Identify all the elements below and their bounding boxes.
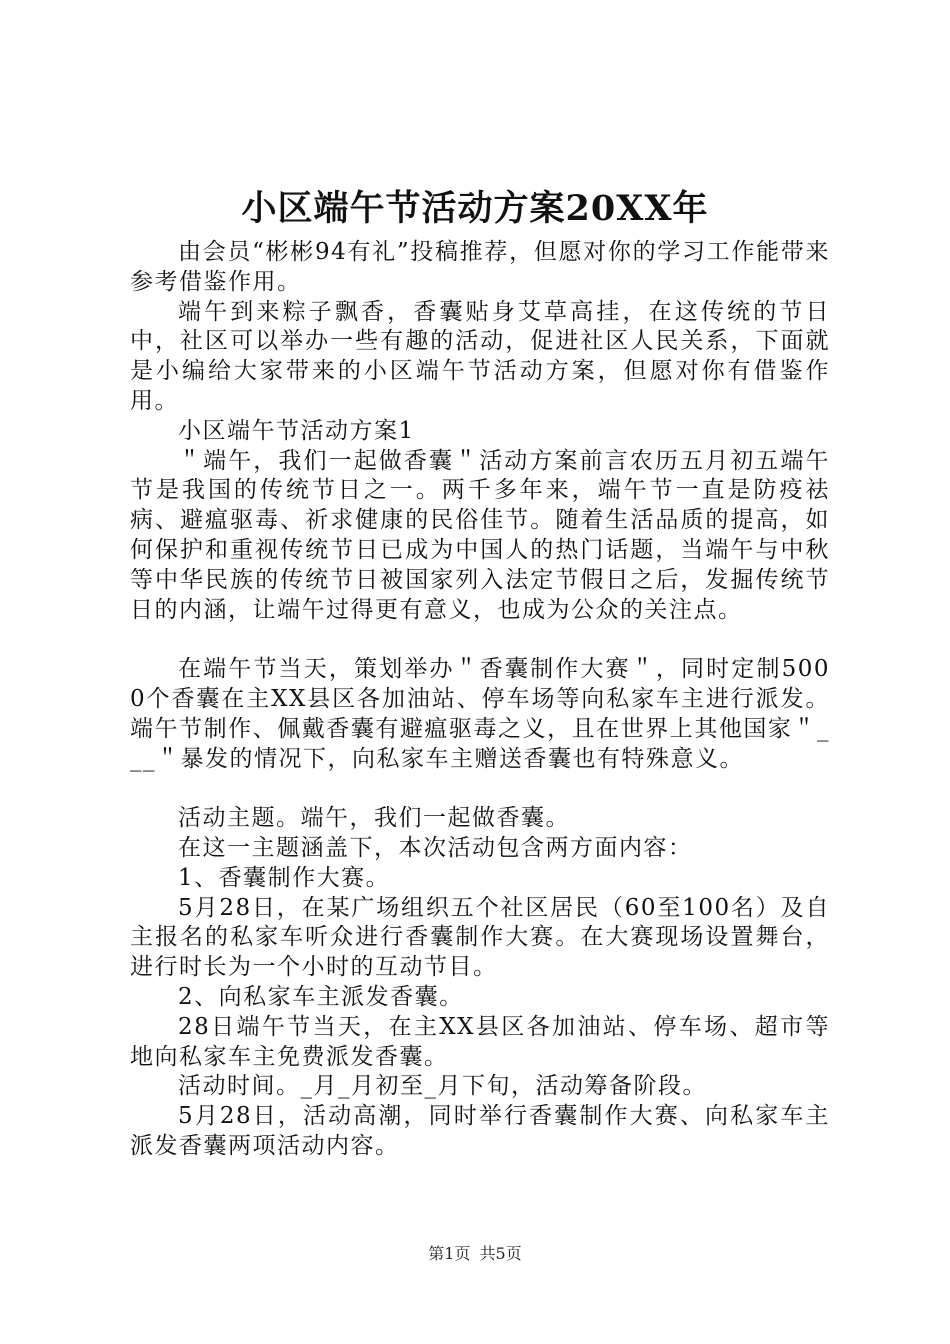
item-one-paragraph: 5月28日，在某广场组织五个社区居民（60至100名）及自主报名的私家车听众进行香囊制作大赛。在大赛现场设置舞台，进行时长为一个小时的互动节目。	[130, 894, 830, 981]
page-number: 第1页	[428, 1244, 471, 1263]
paragraph-spacer	[130, 625, 830, 655]
preface-paragraph: ＂端午，我们一起做香囊＂活动方案前言农历五月初五端午节是我国的传统节日之一。两千多年来，端午节一直是防疫祛病、避瘟驱毒、祈求健康的民俗佳节。随着生活品质的提高，如何保护和重视传统节日已成为中国人的热门话题，当端午与中秋等中华民族的传统节日被国家列入法定节假日之后，发掘传统节日的内涵，让端午过得更有意义，也成为公众的关注点。	[130, 447, 830, 623]
section-heading: 小区端午节活动方案1	[178, 417, 415, 444]
theme-paragraph: 活动主题。端午，我们一起做香囊。	[178, 805, 570, 832]
content-intro-paragraph: 在这一主题涵盖下，本次活动包含两方面内容：	[178, 834, 693, 861]
page-total: 共5页	[479, 1244, 522, 1263]
schedule-paragraph: 活动时间。_月_月初至_月下旬，活动筹备阶段。	[178, 1073, 707, 1100]
document-title: 小区端午节活动方案20XX年	[241, 188, 709, 229]
paragraph-spacer	[130, 774, 830, 804]
document-body	[130, 238, 830, 1162]
climax-paragraph: 5月28日，活动高潮，同时举行香囊制作大赛、向私家车主派发香囊两项活动内容。	[130, 1103, 830, 1159]
item-one-heading: 1、香囊制作大赛。	[178, 864, 391, 891]
event-paragraph: 在端午节当天，策划举办＂香囊制作大赛＂，同时定制5000个香囊在主XX县区各加油站、停车场等向私家车主进行派发。端午节制作、佩戴香囊有避瘟驱毒之义，且在世界上其他国家＂___＂暴发的情况下，向私家车主赠送香囊也有特殊意义。	[130, 656, 830, 772]
intro-paragraph: 由会员“彬彬94有礼”投稿推荐，但愿对你的学习工作能带来参考借鉴作用。	[130, 239, 830, 295]
page-footer	[0, 1244, 950, 1264]
item-two-paragraph: 28日端午节当天，在主XX县区各加油站、停车场、超市等地向私家车主免费派发香囊。	[130, 1013, 830, 1070]
background-paragraph: 端午到来粽子飘香，香囊贴身艾草高挂，在这传统的节日中，社区可以举办一些有趣的活动，促进社区人民关系，下面就是小编给大家带来的小区端午节活动方案，但愿对你有借鉴作用。	[130, 298, 830, 414]
item-two-heading: 2、向私家车主派发香囊。	[178, 983, 464, 1010]
